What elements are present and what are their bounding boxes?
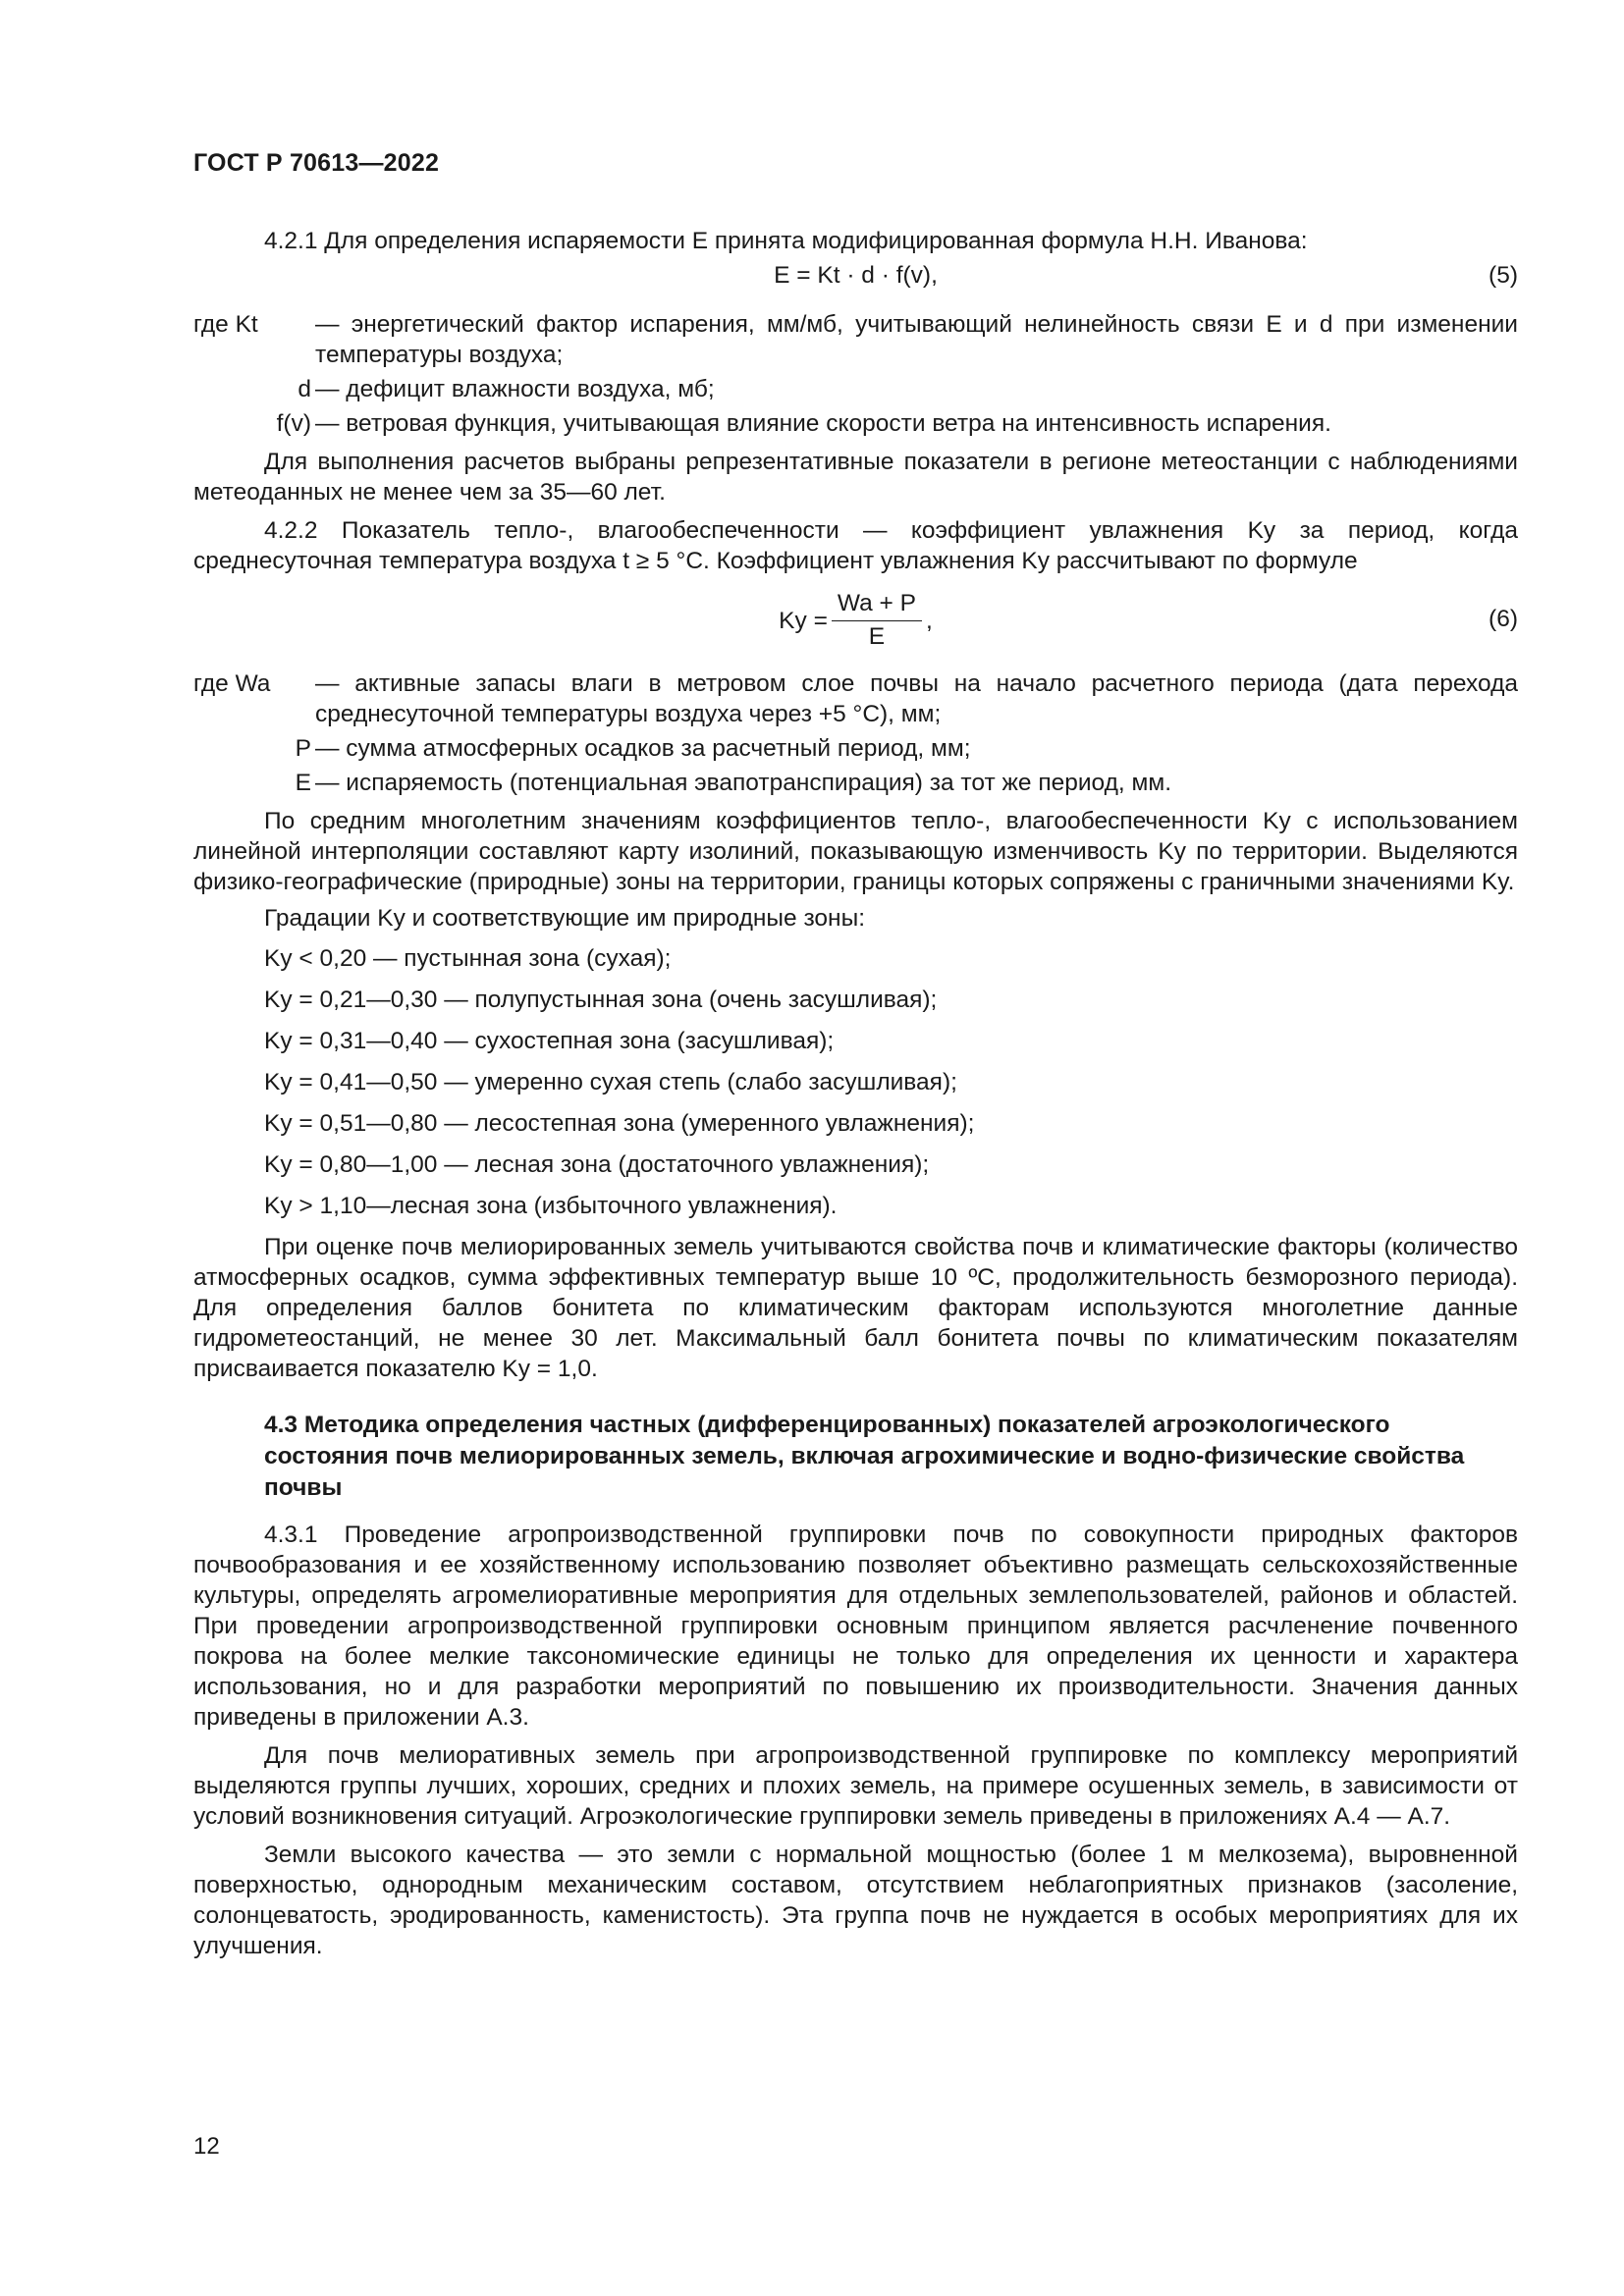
- formula-6-numerator: Wa + P: [832, 589, 922, 621]
- definition-text: — энергетический фактор испарения, мм/мб, учитывающий нелинейность связи E и d при изменении температуры воздуха;: [315, 311, 1518, 368]
- page-content: [193, 226, 1518, 1961]
- document-code: ГОСТ Р 70613—2022: [193, 149, 440, 177]
- definition-text: — испаряемость (потенциальная эвапотранспирация) за тот же период, мм.: [315, 770, 1172, 796]
- paragraph-isoline-map: По средним многолетним значениям коэффициентов тепло-, влагообеспеченности Ky с использованием линейной интерполяции составляют карту изолиний, показывающую изменчивость Ky по территории. Выделяются физико-географические (природные) зоны на территории, границы которых сопряжены с граничными значениями Ky.: [193, 808, 1518, 895]
- formula-6-fraction: [832, 589, 922, 653]
- definition-text: — дефицит влажности воздуха, мб;: [315, 376, 715, 402]
- definition-text: — ветровая функция, учитывающая влияние скорости ветра на интенсивность испарения.: [315, 410, 1331, 437]
- definition-item: [193, 408, 1518, 439]
- paragraph-4-3-1: 4.3.1 Проведение агропроизводственной группировки почв по совокупности природных факторов почвообразования и ее хозяйственному использованию позволяет объективно размещать сельскохозяйственные культуры, определять агромелиоративные мероприятия для отдельных землепользователей, районов и областей. При проведении агропроизводственной группировки основным принципом является расчленение почвенного покрова на более мелкие таксономические единицы не только для определения их ценности и характера использования, но и для разработки мероприятий по повышению их производительности. Значения данных приведены в приложении А.3.: [193, 1522, 1518, 1731]
- definition-text: — активные запасы влаги в метровом слое почвы на начало расчетного периода (дата перехода среднесуточной температуры воздуха через +5 °С), мм;: [315, 670, 1518, 727]
- paragraph-groups: Для почв мелиоративных земель при агропроизводственной группировке по комплексу мероприятий выделяются группы лучших, хороших, средних и плохих земель, на примере осушенных земель, в зависимости от условий возникновения ситуаций. Агроэкологические группировки земель приведены в приложениях А.4 — А.7.: [193, 1742, 1518, 1830]
- definition-item: [193, 309, 1518, 370]
- definition-item: [193, 374, 1518, 404]
- definition-symbol: где Kt: [193, 311, 258, 338]
- definition-text: — сумма атмосферных осадков за расчетный период, мм;: [315, 735, 971, 762]
- definition-symbol: где Wa: [193, 670, 271, 697]
- formula-5-definitions: [193, 309, 1518, 439]
- definition-symbol: f(v): [276, 410, 311, 437]
- gradations-list: [193, 943, 1518, 1221]
- formula-6-denominator: E: [868, 622, 886, 650]
- formula-5-expression: E = Kt · d · f(v),: [774, 262, 938, 289]
- definition-item: [193, 768, 1518, 798]
- formula-6: Ky = $\frac{Wa + P}{E}$ , (6): [193, 582, 1518, 659]
- gradations-intro: Градации Ky и соответствующие им природные зоны:: [264, 905, 865, 932]
- formula-6-definitions: [193, 668, 1518, 798]
- page-number: 12: [193, 2133, 220, 2160]
- paragraph-high-quality: Земли высокого качества — это земли с нормальной мощностью (более 1 м мелкозема), выровненной поверхностью, однородным механическим составом, отсутствием неблагоприятных признаков (засоление, солонцеватость, эродированность, каменистость). Эта группа почв не нуждается в особых мероприятиях для их улучшения.: [193, 1842, 1518, 1959]
- formula-5: [193, 260, 1518, 299]
- list-item: Ky > 1,10—лесная зона (избыточного увлажнения).: [264, 1193, 838, 1219]
- paragraph-4-2-1: 4.2.1 Для определения испаряемости E принята модифицированная формула Н.Н. Иванова:: [264, 228, 1308, 254]
- definition-symbol: E: [295, 770, 311, 796]
- formula-6-number: (6): [1489, 606, 1518, 632]
- formula-5-number: (5): [1489, 262, 1518, 289]
- list-item: Ky < 0,20 — пустынная зона (сухая);: [264, 945, 672, 972]
- formula-6-lhs: Ky =: [779, 607, 828, 634]
- list-item: Ky = 0,21—0,30 — полупустынная зона (очень засушливая);: [264, 987, 938, 1013]
- list-item: Ky = 0,51—0,80 — лесостепная зона (умеренного увлажнения);: [264, 1110, 975, 1137]
- paragraph-4-2-2: 4.2.2 Показатель тепло-, влагообеспеченности — коэффициент увлажнения Ky за период, когда среднесуточная температура воздуха t ≥ 5 °С. Коэффициент увлажнения Ky рассчитывают по формуле: [193, 517, 1518, 574]
- paragraph-representative: Для выполнения расчетов выбраны репрезентативные показатели в регионе метеостанции с наблюдениями метеоданных не менее чем за 35—60 лет.: [193, 449, 1518, 506]
- definition-item: [193, 668, 1518, 729]
- paragraph-evaluation: При оценке почв мелиорированных земель учитываются свойства почв и климатические факторы (количество атмосферных осадков, сумма эффективных температур выше 10 ºС, продолжительность безморозного периода). Для определения баллов бонитета по климатическим факторам используются многолетние данные гидрометеостанций, не менее 30 лет. Максимальный балл бонитета почвы по климатическим показателям присваивается показателю Ky = 1,0.: [193, 1234, 1518, 1382]
- definition-symbol: P: [295, 735, 311, 762]
- list-item: Ky = 0,80—1,00 — лесная зона (достаточного увлажнения);: [264, 1151, 930, 1178]
- section-heading-4-3: 4.3 Методика определения частных (дифференцированных) показателей агроэкологического состояния почв мелиорированных земель, включая агрохимические и водно-физические свойства почвы: [264, 1412, 1465, 1501]
- definition-symbol: d: [298, 376, 311, 402]
- definition-item: [193, 733, 1518, 764]
- list-item: Ky = 0,31—0,40 — сухостепная зона (засушливая);: [264, 1028, 835, 1054]
- list-item: Ky = 0,41—0,50 — умеренно сухая степь (слабо засушливая);: [264, 1069, 957, 1095]
